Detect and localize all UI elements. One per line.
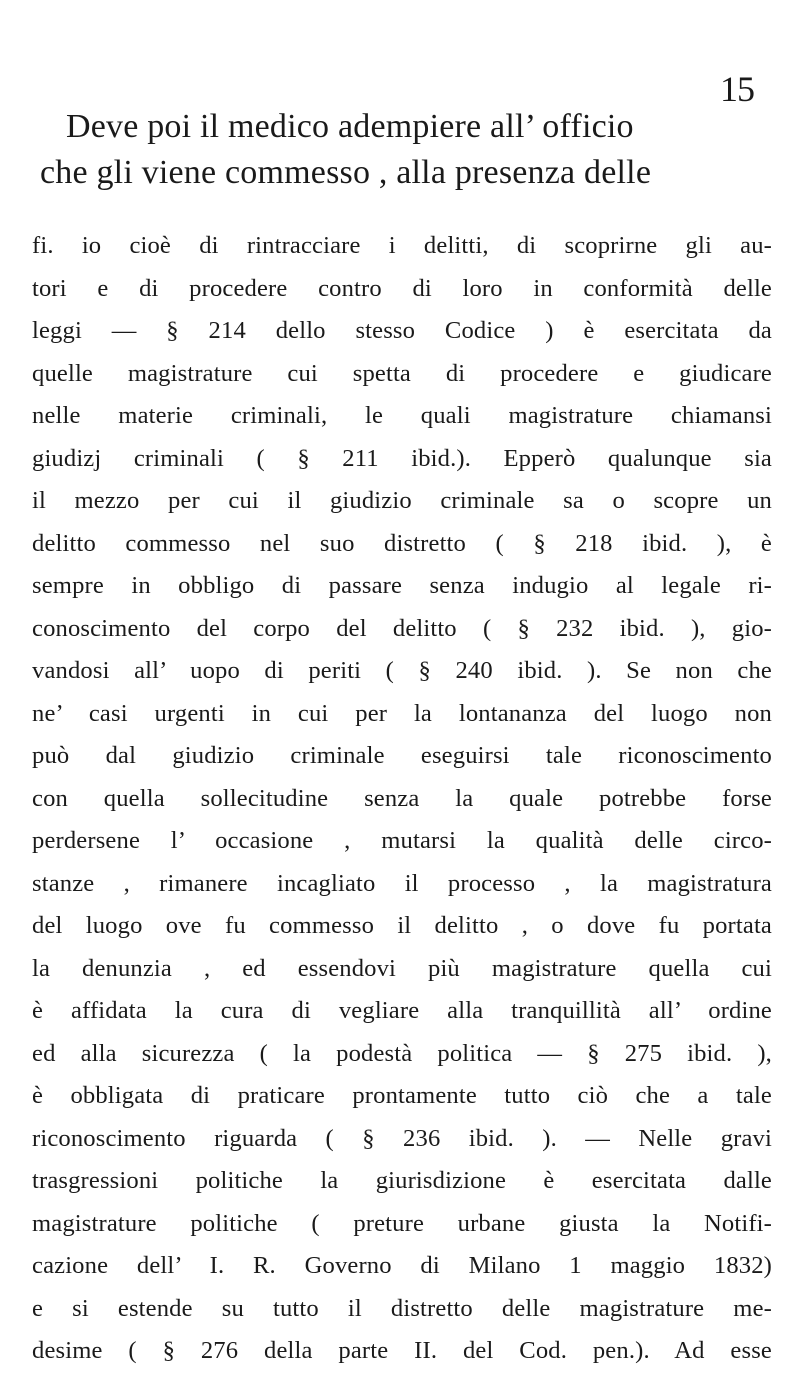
body-paragraph bbox=[32, 225, 772, 1373]
page-number: 15 bbox=[720, 69, 754, 109]
body-line: nelle materie criminali, le quali magistrature chiamansi bbox=[32, 402, 772, 429]
body-line: ed alla sicurezza ( la podestà politica — § 275 ibid. ), bbox=[32, 1039, 772, 1067]
body-line: e si estende su tutto il distretto delle magistrature me- bbox=[32, 1294, 772, 1322]
heading-line: che gli viene commesso , alla presenza delle bbox=[40, 154, 652, 191]
body-line: leggi — § 214 dello stesso Codice ) è esercitata da bbox=[32, 317, 772, 344]
body-line: delitto commesso nel suo distretto ( § 218 ibid. ), è bbox=[32, 529, 772, 557]
body-line: fi. io cioè di rintracciare i delitti, di scoprirne gli au- bbox=[32, 232, 772, 259]
body-line: magistrature politiche ( preture urbane giusta la Notifi- bbox=[32, 1209, 772, 1237]
body-line: riconoscimento riguarda ( § 236 ibid. ). — Nelle gravi bbox=[32, 1124, 772, 1152]
body-line: è affidata la cura di vegliare alla tranquillità all’ ordine bbox=[32, 997, 772, 1024]
body-line: tori e di procedere contro di loro in conformità delle bbox=[32, 274, 772, 302]
body-line: ne’ casi urgenti in cui per la lontananza del luogo non bbox=[32, 699, 772, 727]
heading-line: Deve poi il medico adempiere all’ officio bbox=[66, 108, 634, 145]
heading-paragraph bbox=[40, 104, 780, 196]
body-line: il mezzo per cui il giudizio criminale sa o scopre un bbox=[32, 487, 772, 514]
body-line: cazione dell’ I. R. Governo di Milano 1 maggio 1832) bbox=[32, 1252, 772, 1279]
body-line: trasgressioni politiche la giurisdizione è esercitata dalle bbox=[32, 1167, 772, 1194]
body-line: quelle magistrature cui spetta di procedere e giudicare bbox=[32, 359, 772, 387]
body-line: desime ( § 276 della parte II. del Cod. pen.). Ad esse bbox=[32, 1337, 772, 1364]
body-line: vandosi all’ uopo di periti ( § 240 ibid. ). Se non che bbox=[32, 657, 772, 684]
body-line: stanze , rimanere incagliato il processo , la magistratura bbox=[32, 869, 772, 897]
body-line: può dal giudizio criminale eseguirsi tale riconoscimento bbox=[32, 742, 772, 769]
body-line: conoscimento del corpo del delitto ( § 232 ibid. ), gio- bbox=[32, 614, 772, 642]
body-line: del luogo ove fu commesso il delitto , o dove fu portata bbox=[32, 912, 772, 939]
body-line: con quella sollecitudine senza la quale potrebbe forse bbox=[32, 784, 772, 812]
body-line: perdersene l’ occasione , mutarsi la qualità delle circo- bbox=[32, 827, 772, 854]
body-line: la denunzia , ed essendovi più magistrature quella cui bbox=[32, 954, 772, 982]
body-line: sempre in obbligo di passare senza indugio al legale ri- bbox=[32, 572, 772, 599]
body-line: è obbligata di praticare prontamente tutto ciò che a tale bbox=[32, 1082, 772, 1109]
body-line: giudizj criminali ( § 211 ibid.). Epperò qualunque sia bbox=[32, 444, 772, 472]
